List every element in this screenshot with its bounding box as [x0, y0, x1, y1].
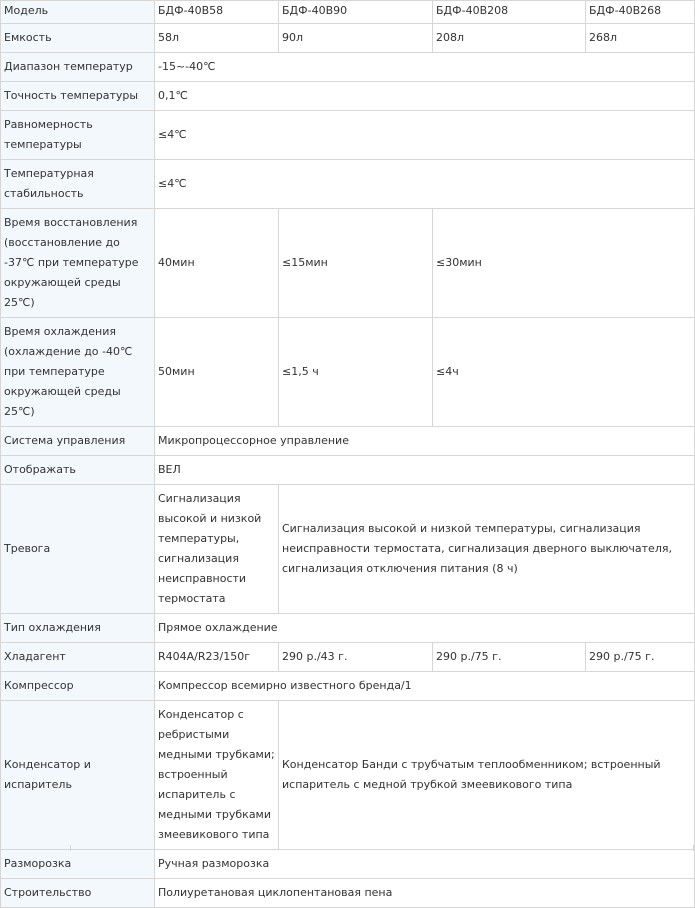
uniformity-value: ≤4℃ — [155, 111, 695, 160]
control-value: Микропроцессорное управление — [155, 427, 695, 456]
row-uniformity — [1, 111, 695, 160]
row-label: Равномерность температуры — [1, 111, 155, 160]
row-label: Модель — [1, 1, 155, 24]
cooling-time-cell: ≤4ч — [433, 318, 695, 427]
next-row-stub — [0, 845, 694, 851]
recovery-cell: ≤15мин — [279, 209, 433, 318]
row-compressor — [1, 672, 695, 701]
model-cell: БДФ-40В90 — [279, 1, 433, 24]
capacity-cell: 58л — [155, 24, 279, 53]
row-stability — [1, 160, 695, 209]
row-display — [1, 456, 695, 485]
cooling-time-cell: 50мин — [155, 318, 279, 427]
row-label: Система управления — [1, 427, 155, 456]
cell-divider — [154, 845, 155, 851]
row-label: Разморозка — [1, 850, 155, 879]
row-label: Тип охлаждения — [1, 614, 155, 643]
cooling-type-value: Прямое охлаждение — [155, 614, 695, 643]
temp-accuracy-value: 0,1℃ — [155, 82, 695, 111]
row-model — [1, 1, 695, 24]
row-alarm — [1, 485, 695, 614]
row-label: Температурная стабильность — [1, 160, 155, 209]
row-label: Тревога — [1, 485, 155, 614]
refrigerant-cell: 290 р./43 г. — [279, 643, 433, 672]
stability-value: ≤4℃ — [155, 160, 695, 209]
cell-divider — [693, 845, 694, 851]
defrost-value: Ручная разморозка — [155, 850, 695, 879]
row-label: Время восстановления (восстановление до -37℃ при температуре окружающей среды 25℃) — [1, 209, 155, 318]
alarm-cell: Сигнализация высокой и низкой температуры, сигнализация неисправности термостата, сигнализация дверного выключателя, сигнализация отключения питания (8 ч) — [279, 485, 695, 614]
row-cooling-type — [1, 614, 695, 643]
row-label: Отображать — [1, 456, 155, 485]
recovery-cell: 40мин — [155, 209, 279, 318]
compressor-value: Компрессор всемирно известного бренда/1 — [155, 672, 695, 701]
capacity-cell: 268л — [586, 24, 695, 53]
alarm-cell: Сигнализация высокой и низкой температуры, сигнализация неисправности термостата — [155, 485, 279, 614]
row-recovery — [1, 209, 695, 318]
row-label: Диапазон температур — [1, 53, 155, 82]
row-control — [1, 427, 695, 456]
row-label: Строительство — [1, 879, 155, 908]
model-cell: БДФ-40В58 — [155, 1, 279, 24]
cell-divider — [0, 845, 1, 851]
refrigerant-cell: 290 р./75 г. — [586, 643, 695, 672]
row-refrigerant — [1, 643, 695, 672]
temp-range-value: -15~-40℃ — [155, 53, 695, 82]
row-condenser — [1, 701, 695, 850]
row-label: Время охлаждения (охлаждение до -40℃ при температуре окружающей среды 25℃) — [1, 318, 155, 427]
refrigerant-cell: R404A/R23/150г — [155, 643, 279, 672]
condenser-cell: Конденсатор Банди с трубчатым теплообменником; встроенный испаритель с медной трубкой змеевикового типа — [279, 701, 695, 850]
display-value: ВЕЛ — [155, 456, 695, 485]
row-capacity — [1, 24, 695, 53]
row-defrost — [1, 850, 695, 879]
row-label: Компрессор — [1, 672, 155, 701]
capacity-cell: 90л — [279, 24, 433, 53]
cell-divider — [70, 845, 71, 851]
row-label: Емкость — [1, 24, 155, 53]
model-cell: БДФ-40В208 — [433, 1, 586, 24]
row-temp-accuracy — [1, 82, 695, 111]
row-construction — [1, 879, 695, 908]
condenser-cell: Конденсатор с ребристыми медными трубками; встроенный испаритель с медными трубками змеевикового типа — [155, 701, 279, 850]
row-label: Хладагент — [1, 643, 155, 672]
capacity-cell: 208л — [433, 24, 586, 53]
row-cooling-time — [1, 318, 695, 427]
recovery-cell: ≤30мин — [433, 209, 695, 318]
row-temp-range — [1, 53, 695, 82]
cooling-time-cell: ≤1,5 ч — [279, 318, 433, 427]
row-label: Конденсатор и испаритель — [1, 701, 155, 850]
construction-value: Полиуретановая циклопентановая пена — [155, 879, 695, 908]
row-label: Точность температуры — [1, 82, 155, 111]
model-cell: БДФ-40В268 — [586, 1, 695, 24]
refrigerant-cell: 290 р./75 г. — [433, 643, 586, 672]
